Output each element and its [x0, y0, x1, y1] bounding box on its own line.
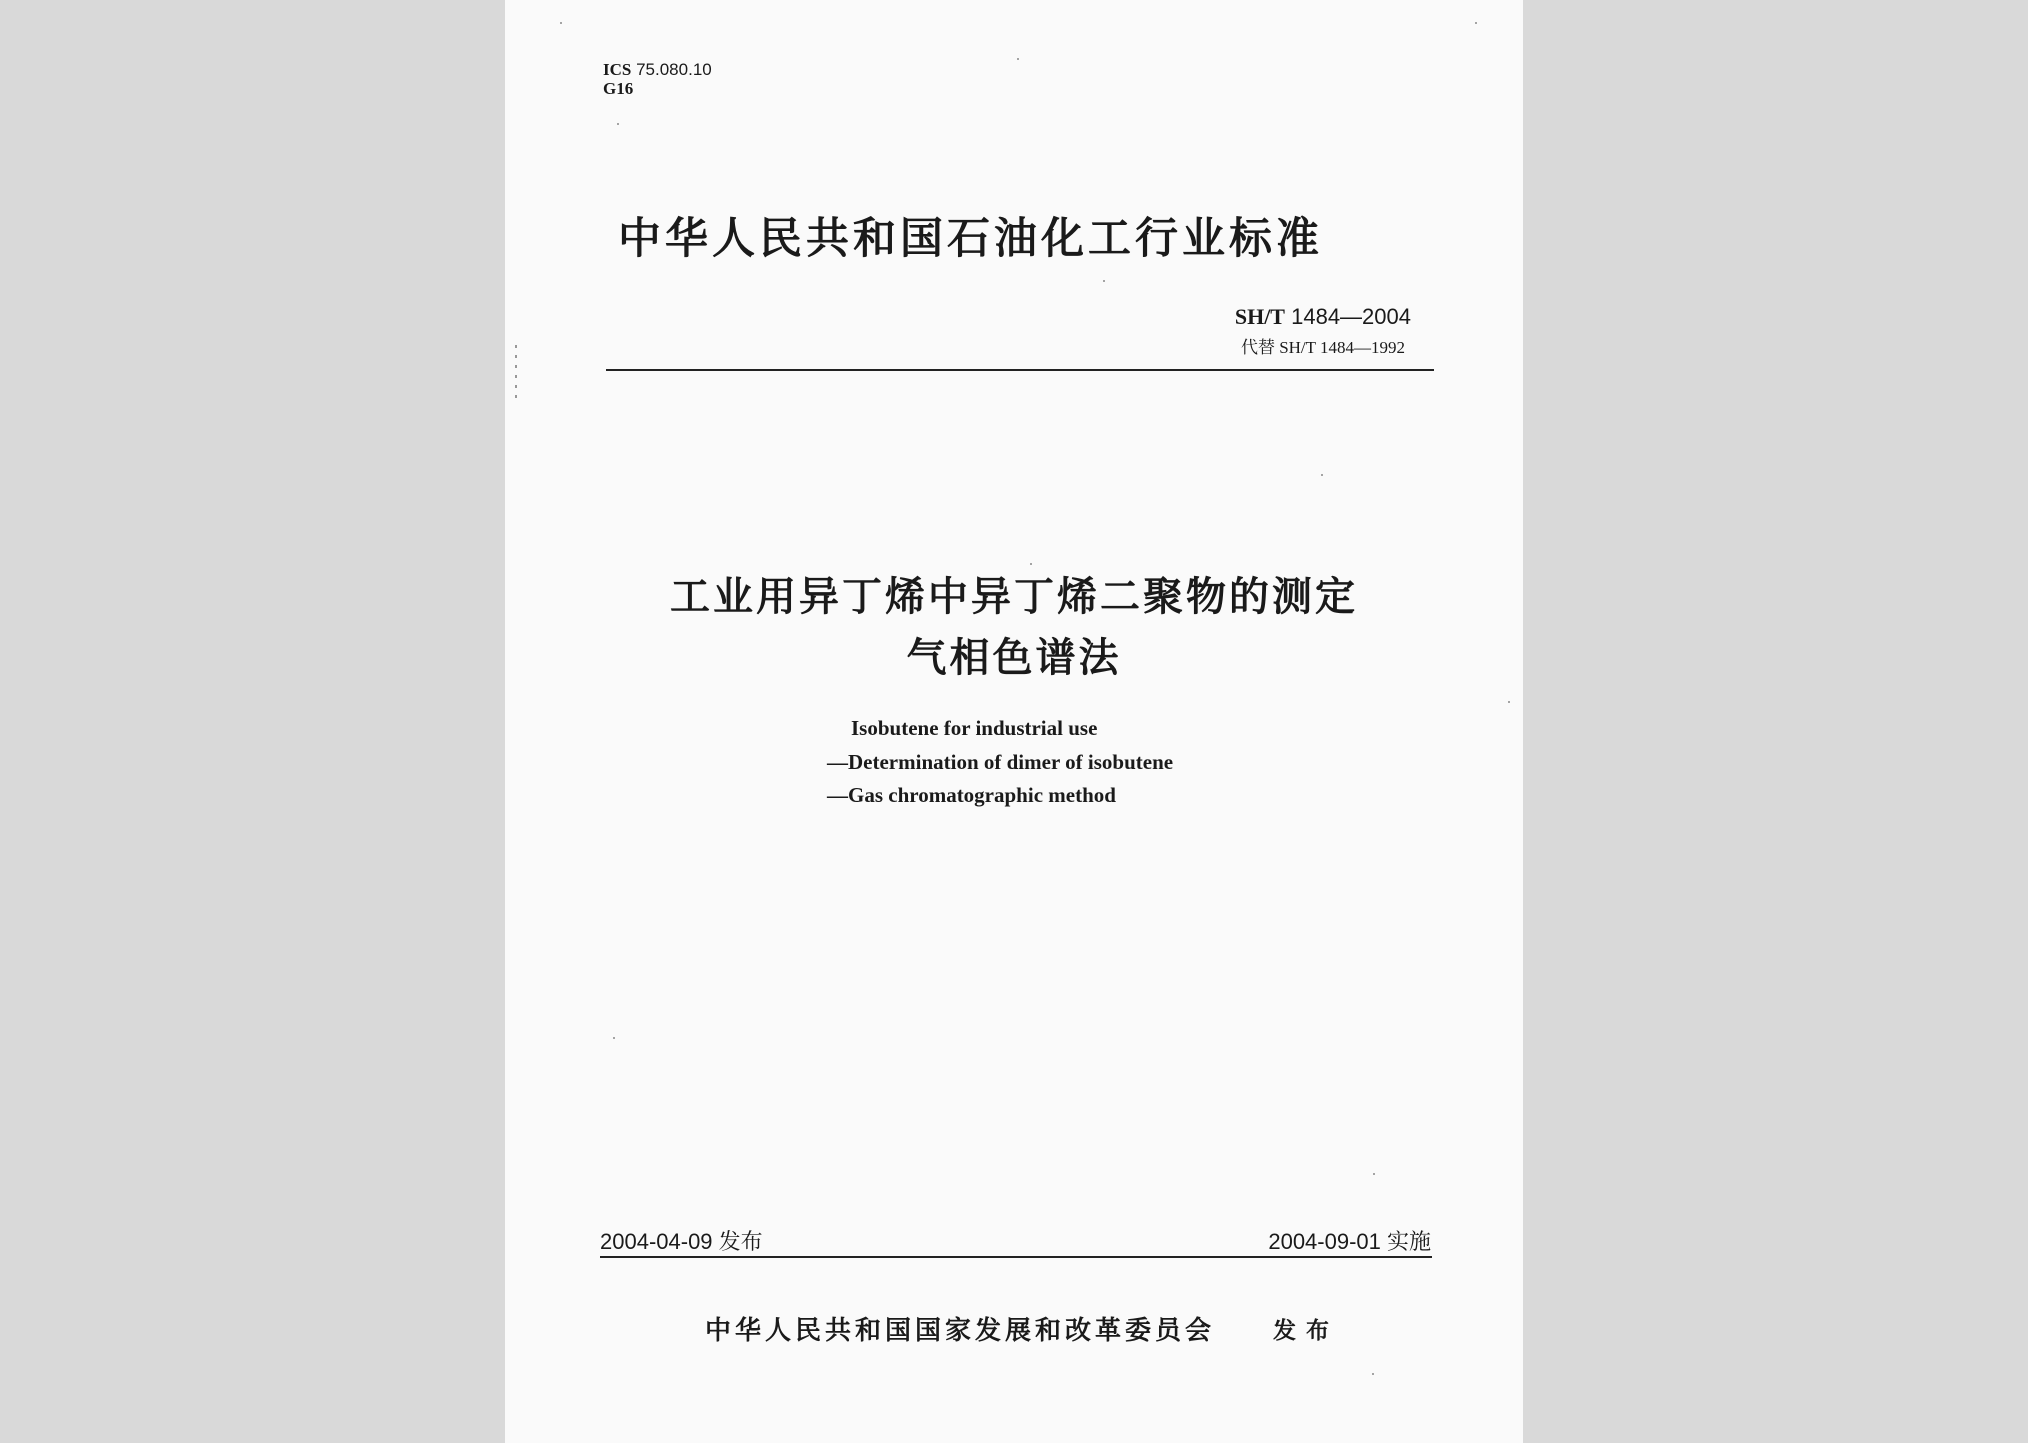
scan-speck	[560, 22, 562, 24]
issue-label: 发布	[1273, 1318, 1339, 1344]
document-title-cn-line1: 工业用异丁烯中异丁烯二聚物的测定	[670, 574, 1358, 620]
binding-marks	[515, 345, 517, 405]
scan-speck	[1508, 701, 1510, 703]
ics-code: ICS 75.080.10	[603, 60, 712, 79]
standard-category-title: 中华人民共和国石油化工行业标准	[618, 214, 1323, 264]
scan-speck	[613, 1037, 615, 1039]
scan-speck	[1017, 58, 1019, 60]
standard-number: SH/T 1484—2004	[1234, 304, 1411, 329]
document-title-en-line3: —Gas chromatographic method	[827, 783, 1116, 807]
replaces-note: 代替 SH/T 1484—1992	[1240, 338, 1405, 357]
classification-code: G16	[603, 79, 634, 98]
header-divider	[606, 369, 1434, 371]
document-title-cn-line2: 气相色谱法	[906, 635, 1122, 681]
implementation-date: 2004-09-01 实施	[1268, 1229, 1431, 1254]
scan-speck	[1321, 474, 1323, 476]
issue-date: 2004-04-09 发布	[600, 1229, 763, 1254]
scan-speck	[1475, 22, 1477, 24]
scan-speck	[1372, 1373, 1374, 1375]
issuing-authority: 中华人民共和国国家发展和改革委员会	[705, 1316, 1216, 1346]
scan-speck	[1030, 563, 1032, 565]
document-title-en-line1: Isobutene for industrial use	[851, 716, 1098, 740]
document-title-en-line2: —Determination of dimer of isobutene	[827, 750, 1174, 774]
footer-divider	[600, 1256, 1432, 1258]
scan-speck	[617, 123, 619, 125]
scan-speck	[1103, 280, 1105, 282]
document-page	[505, 0, 1523, 1443]
scan-speck	[1373, 1173, 1375, 1175]
